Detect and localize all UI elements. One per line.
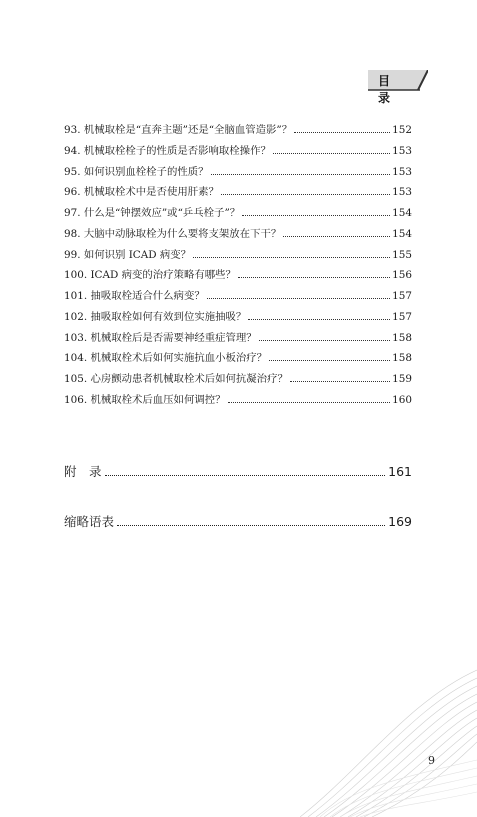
toc-entry[interactable]: [64, 349, 412, 370]
toc-list: [64, 121, 412, 412]
dot-leader: [283, 229, 390, 237]
dot-leader: [238, 270, 390, 278]
dot-leader: [221, 187, 390, 195]
toc-entry-page: 153: [392, 144, 412, 157]
dot-leader: [273, 146, 390, 154]
dot-leader: [290, 374, 390, 382]
dot-leader: [211, 167, 391, 175]
toc-entry[interactable]: [64, 183, 412, 204]
toc-entry-title: 103. 机械取栓后是否需要神经重症管理？: [64, 331, 257, 344]
dot-leader: [207, 291, 390, 299]
toc-entry-page: 158: [392, 331, 412, 344]
toc-entry[interactable]: [64, 391, 412, 412]
section-page: 161: [388, 464, 412, 479]
page-number: 9: [428, 754, 435, 767]
toc-header-label: 目 录: [378, 74, 397, 105]
toc-entry[interactable]: [64, 308, 412, 329]
toc-entry-title: 102. 抽吸取栓如何有效到位实施抽吸？: [64, 310, 247, 323]
toc-entry[interactable]: [64, 204, 412, 225]
toc-entry[interactable]: [64, 225, 412, 246]
toc-entry-title: 96. 机械取栓术中是否使用肝素？: [64, 186, 219, 199]
toc-entry-page: 158: [392, 352, 412, 365]
toc-entry-page: 159: [392, 373, 412, 385]
toc-entry-page: 157: [392, 290, 412, 302]
toc-header-tab: [368, 70, 424, 105]
section-title: 缩略语表: [64, 514, 115, 529]
toc-entry[interactable]: [64, 370, 412, 391]
toc-entry[interactable]: [64, 266, 412, 287]
toc-entry-page: 154: [392, 227, 412, 240]
section-page: 169: [388, 514, 412, 529]
toc-entry-title: 104. 机械取栓术后如何实施抗血小板治疗？: [64, 352, 268, 365]
toc-entry[interactable]: [64, 329, 412, 350]
dot-leader: [228, 395, 391, 403]
toc-entry-page: 160: [392, 393, 412, 406]
dot-leader: [269, 353, 390, 361]
decorative-swirl: [300, 660, 477, 817]
toc-entry[interactable]: [64, 163, 412, 184]
toc-entry-page: 156: [392, 269, 412, 282]
toc-entry-title: 97. 什么是“钟摆效应”或“乒乓栓子”？: [64, 207, 241, 219]
dot-leader: [259, 333, 390, 341]
dot-leader: [242, 208, 390, 216]
toc-entry[interactable]: [64, 246, 412, 267]
toc-entry[interactable]: [64, 121, 412, 142]
toc-entry-title: 95. 如何识别血栓栓子的性质？: [64, 165, 209, 178]
toc-section-appendix[interactable]: [64, 462, 412, 480]
dot-leader: [294, 125, 390, 133]
dot-leader: [105, 467, 386, 476]
toc-entry-title: 93. 机械取栓是“直奔主题”还是“全脑血管造影”？: [64, 124, 293, 136]
toc-entry-page: 153: [392, 186, 412, 199]
section-title: 附 录: [64, 464, 102, 479]
toc-entry-title: 98. 大脑中动脉取栓为什么要将支架放在下干？: [64, 227, 282, 240]
toc-entry-title: 106. 机械取栓术后血压如何调控？: [64, 393, 226, 406]
toc-entry-page: 157: [392, 310, 412, 323]
toc-entry-page: 154: [392, 207, 412, 219]
toc-entry-page: 155: [392, 248, 412, 261]
toc-entry-title: 99. 如何识别 ICAD 病变？: [64, 248, 192, 261]
toc-entry-page: 152: [392, 124, 412, 136]
dot-leader: [193, 250, 390, 258]
toc-entry[interactable]: [64, 142, 412, 163]
toc-entry-title: 101. 抽吸取栓适合什么病变？: [64, 290, 205, 302]
dot-leader: [248, 312, 390, 320]
toc-entry-title: 105. 心房颤动患者机械取栓术后如何抗凝治疗？: [64, 373, 288, 385]
toc-section-abbreviations[interactable]: [64, 512, 412, 530]
dot-leader: [117, 517, 385, 526]
toc-entry-title: 100. ICAD 病变的治疗策略有哪些？: [64, 269, 236, 282]
toc-entry-page: 153: [392, 165, 412, 178]
toc-entry[interactable]: [64, 287, 412, 308]
toc-entry-title: 94. 机械取栓栓子的性质是否影响取栓操作？: [64, 144, 271, 157]
